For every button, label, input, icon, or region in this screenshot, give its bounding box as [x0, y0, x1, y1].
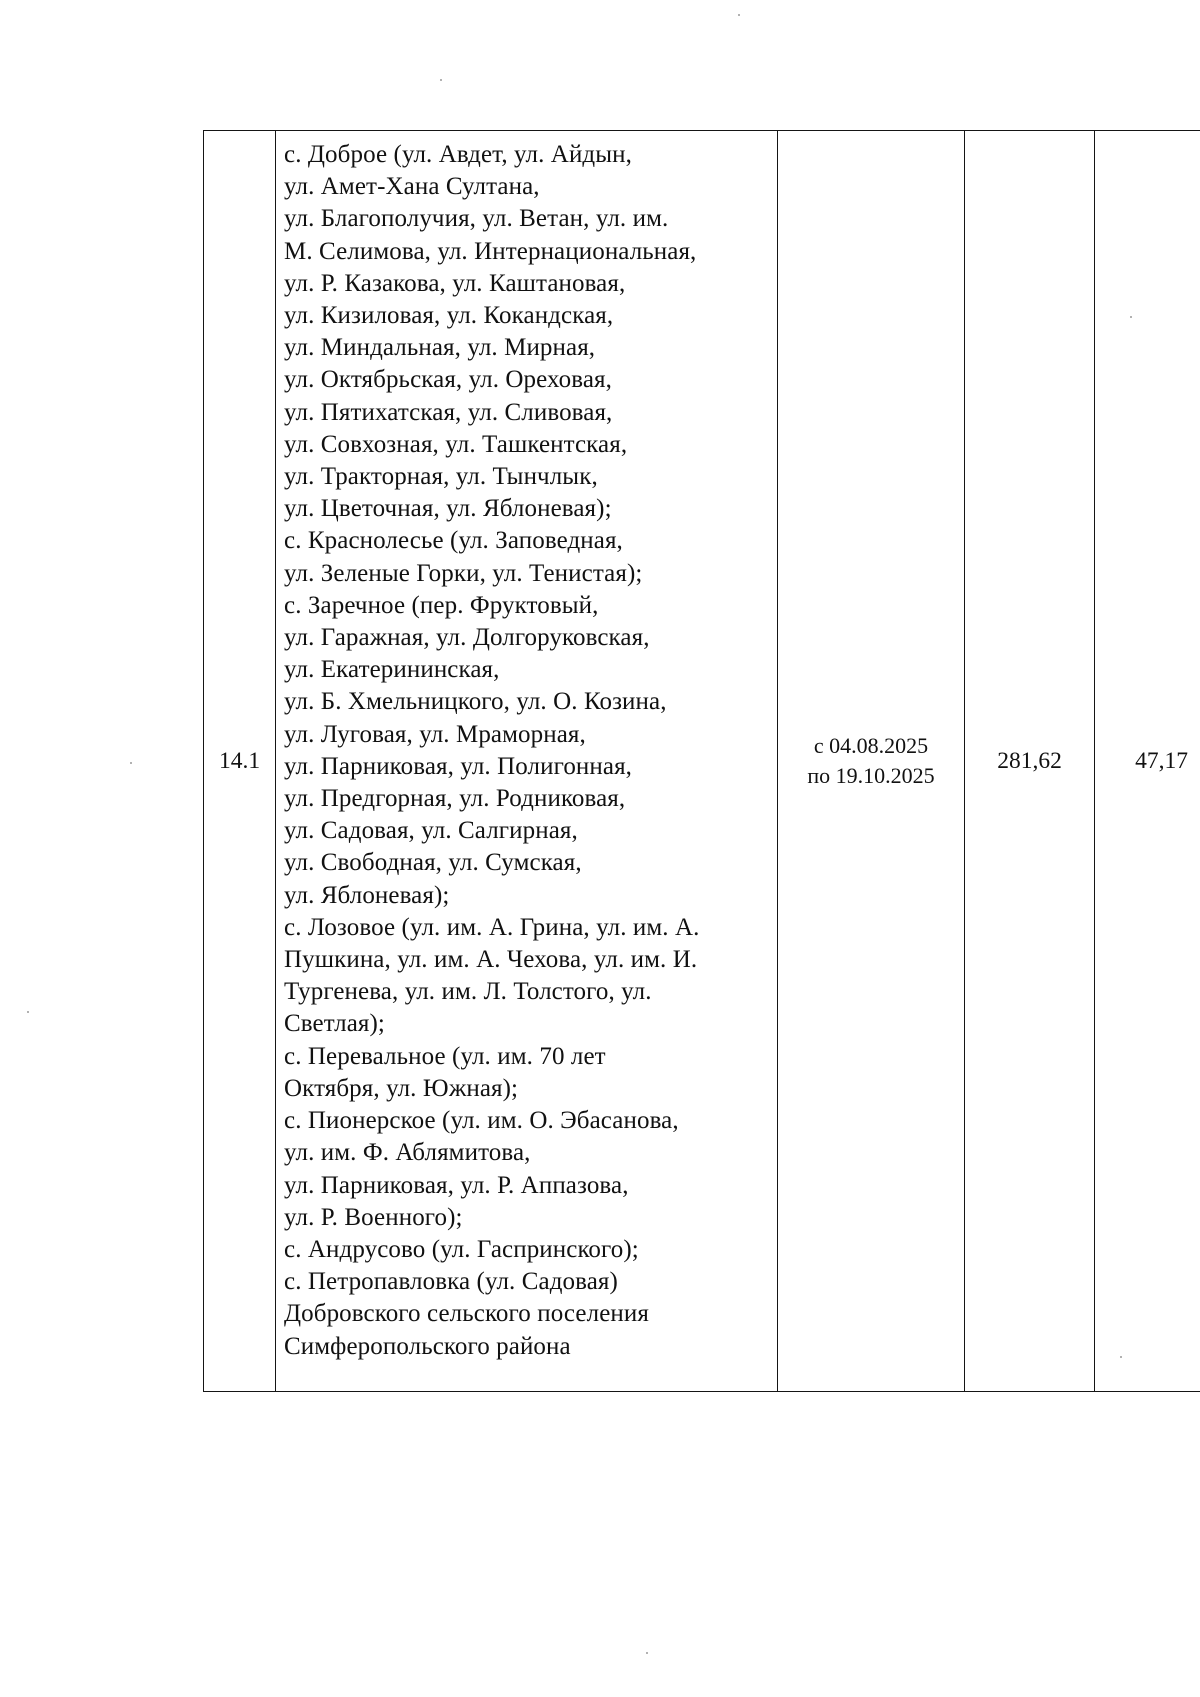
address-line: ул. Совхозная, ул. Ташкентская, [284, 430, 628, 458]
address-line: ул. Пятихатская, ул. Сливовая, [284, 398, 613, 426]
scan-speck [130, 762, 132, 764]
address-line: с. Пионерское (ул. им. О. Эбасанова, [284, 1107, 679, 1135]
schedule-table [203, 130, 1200, 1392]
address-line: ул. Свободная, ул. Сумская, [284, 849, 582, 877]
address-line: Пушкина, ул. им. А. Чехова, ул. им. И. [284, 946, 698, 974]
address-line: ул. Амет-Хана Султана, [284, 173, 540, 201]
address-line: ул. Парниковая, ул. Полигонная, [284, 752, 633, 780]
table-row [204, 131, 1200, 1392]
address-line: ул. Гаражная, ул. Долгоруковская, [284, 624, 650, 652]
address-cell [276, 131, 778, 1392]
address-line: с. Лозовое (ул. им. А. Грина, ул. им. А. [284, 913, 700, 941]
row-number-cell: 14.1 [204, 131, 276, 1392]
address-line: М. Селимова, ул. Интернациональная, [284, 237, 697, 265]
address-line: ул. Б. Хмельницкого, ул. О. Козина, [284, 688, 667, 716]
period-end: по 19.10.2025 [807, 763, 935, 788]
address-line: ул. Цветочная, ул. Яблоневая); [284, 495, 612, 523]
address-line: с. Заречное (пер. Фруктовый, [284, 591, 599, 619]
scan-speck [1130, 316, 1132, 318]
address-line: ул. Октябрьская, ул. Ореховая, [284, 366, 612, 394]
scan-speck [27, 1011, 29, 1013]
scan-speck [440, 79, 442, 81]
address-line: ул. Екатерининская, [284, 656, 500, 684]
period-start: с 04.08.2025 [813, 733, 929, 758]
address-line: ул. Предгорная, ул. Родниковая, [284, 785, 626, 813]
address-line: ул. Яблоневая); [284, 881, 450, 909]
address-line: ул. Р. Военного); [284, 1203, 463, 1231]
address-line: ул. Садовая, ул. Салгирная, [284, 817, 578, 845]
address-line: с. Доброе (ул. Авдет, ул. Айдын, [284, 141, 632, 168]
period-cell [778, 131, 965, 1392]
address-line: Октября, ул. Южная); [284, 1074, 519, 1102]
address-line: Симферопольского района [284, 1332, 571, 1360]
address-line: Светлая); [284, 1010, 385, 1038]
address-line: ул. Миндальная, ул. Мирная, [284, 334, 596, 362]
address-line: с. Андрусово (ул. Гаспринского); [284, 1235, 639, 1263]
address-line: ул. Тракторная, ул. Тынчлык, [284, 463, 598, 491]
scan-speck [646, 1652, 648, 1654]
address-line: Тургенева, ул. им. Л. Толстого, ул. [284, 978, 652, 1006]
value-cell-1: 281,62 [965, 131, 1095, 1392]
address-line: с. Краснолесье (ул. Заповедная, [284, 527, 623, 555]
address-line: ул. Парниковая, ул. Р. Аппазова, [284, 1171, 629, 1199]
scan-speck [1120, 1356, 1122, 1358]
scan-speck [738, 14, 740, 16]
address-line: Добровского сельского поселения [284, 1300, 649, 1328]
address-line: ул. Зеленые Горки, ул. Тенистая); [284, 559, 643, 587]
address-line: с. Перевальное (ул. им. 70 лет [284, 1042, 606, 1070]
address-line: ул. Кизиловая, ул. Кокандская, [284, 302, 614, 330]
address-line: ул. им. Ф. Аблямитова, [284, 1139, 531, 1167]
address-line: ул. Р. Казакова, ул. Каштановая, [284, 269, 626, 297]
value-cell-2: 47,17 [1095, 131, 1200, 1392]
address-line: ул. Благополучия, ул. Ветан, ул. им. [284, 205, 669, 233]
address-line: ул. Луговая, ул. Мраморная, [284, 720, 586, 748]
address-line: с. Петропавловка (ул. Садовая) [284, 1268, 618, 1296]
